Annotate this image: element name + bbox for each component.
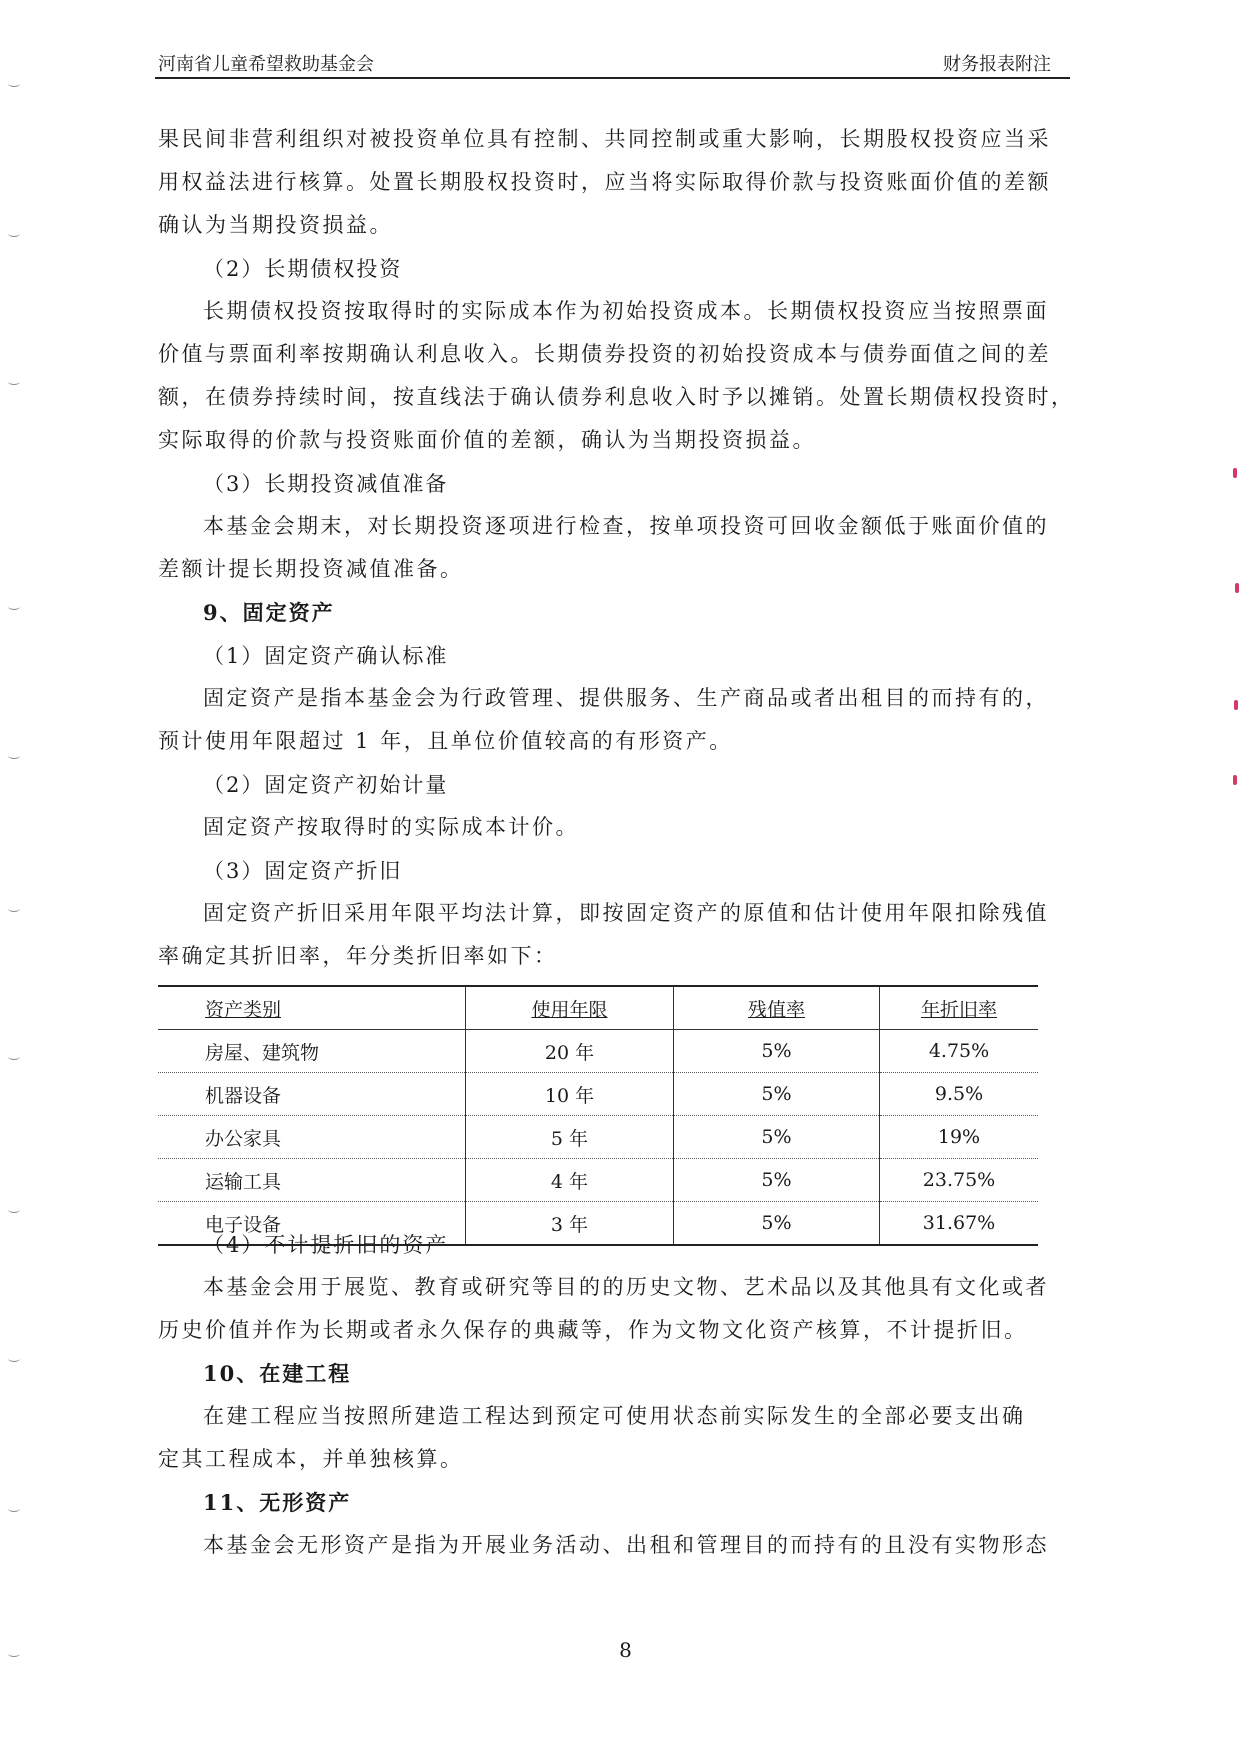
paragraph-line: 用权益法进行核算。处置长期股权投资时，应当将实际取得价款与投资账面价值的差额 (158, 170, 1051, 194)
paragraph-line: 实际取得的价款与投资账面价值的差额，确认为当期投资损益。 (158, 428, 816, 452)
subheading-non-depreciable: （4）不计提折旧的资产 (203, 1233, 449, 1257)
paragraph-line: 价值与票面利率按期确认利息收入。长期债券投资的初始投资成本与债券面值之间的差 (158, 342, 1051, 366)
header-section-title: 财务报表附注 (943, 54, 1051, 75)
paragraph-line: 本基金会期末，对长期投资逐项进行检查，按单项投资可回收金额低于账面价值的 (203, 514, 1049, 538)
binding-mark (8, 1355, 20, 1362)
paragraph-line: 额，在债券持续时间，按直线法于确认债券利息收入时予以摊销。处置长期债权投资时， (158, 385, 1075, 409)
paragraph-line: 差额计提长期投资减值准备。 (158, 557, 464, 581)
paragraph-line: 率确定其折旧率，年分类折旧率如下： (158, 944, 558, 968)
column-header-residual-rate: 残值率 (674, 986, 880, 1030)
binding-mark (8, 1206, 20, 1213)
section-heading-construction: 10、在建工程 (203, 1361, 352, 1386)
subheading-initial-measurement: （2）固定资产初始计量 (203, 773, 449, 797)
cell-annual-rate: 31.67% (880, 1202, 1039, 1246)
section-heading-intangible: 11、无形资产 (203, 1490, 352, 1515)
cell-residual-rate: 5% (674, 1116, 880, 1159)
table-row (158, 1073, 1038, 1116)
table-row (158, 1030, 1038, 1073)
stamp-edge-mark (1234, 700, 1238, 710)
column-header-asset-category: 资产类别 (158, 986, 466, 1030)
table-row (158, 1116, 1038, 1159)
cell-asset-category: 房屋、建筑物 (158, 1030, 466, 1073)
cell-residual-rate: 5% (674, 1159, 880, 1202)
table-row (158, 1159, 1038, 1202)
cell-asset-category: 运输工具 (158, 1159, 466, 1202)
paragraph-line: 长期债权投资按取得时的实际成本作为初始投资成本。长期债权投资应当按照票面 (203, 299, 1049, 323)
cell-useful-life: 20 年 (466, 1030, 674, 1073)
cell-annual-rate: 23.75% (880, 1159, 1039, 1202)
paragraph-line: 预计使用年限超过 1 年，且单位价值较高的有形资产。 (158, 729, 733, 753)
header-rule (155, 77, 1070, 79)
page-number: 8 (619, 1638, 632, 1662)
binding-mark (8, 378, 20, 385)
binding-mark (8, 1053, 20, 1060)
paragraph-line: 确认为当期投资损益。 (158, 213, 393, 237)
subheading-depreciation: （3）固定资产折旧 (203, 859, 403, 883)
subheading-recognition: （1）固定资产确认标准 (203, 644, 449, 668)
paragraph-line: 在建工程应当按照所建造工程达到预定可使用状态前实际发生的全部必要支出确 (203, 1404, 1026, 1428)
cell-annual-rate: 4.75% (880, 1030, 1039, 1073)
cell-asset-category: 电子设备 (158, 1202, 466, 1246)
stamp-edge-mark (1235, 583, 1239, 593)
cell-residual-rate: 5% (674, 1202, 880, 1246)
binding-mark (8, 1650, 20, 1657)
cell-residual-rate: 5% (674, 1030, 880, 1073)
cell-residual-rate: 5% (674, 1073, 880, 1116)
paragraph-line: 本基金会无形资产是指为开展业务活动、出租和管理目的而持有的且没有实物形态 (203, 1533, 1049, 1557)
paragraph-line: 固定资产折旧采用年限平均法计算，即按固定资产的原值和估计使用年限扣除残值 (203, 901, 1049, 925)
table-header-row (158, 986, 1038, 1030)
section-heading-fixed-assets: 9、固定资产 (203, 600, 335, 625)
paragraph-line: 本基金会用于展览、教育或研究等目的的历史文物、艺术品以及其他具有文化或者 (203, 1275, 1049, 1299)
column-header-useful-life: 使用年限 (466, 986, 674, 1030)
paragraph-line: 果民间非营利组织对被投资单位具有控制、共同控制或重大影响，长期股权投资应当采 (158, 127, 1051, 151)
binding-mark (8, 230, 20, 237)
binding-mark (8, 905, 20, 912)
paragraph-line: 定其工程成本，并单独核算。 (158, 1447, 464, 1471)
subheading-long-term-debt: （2）长期债权投资 (203, 257, 403, 281)
cell-useful-life: 3 年 (466, 1202, 674, 1246)
column-header-annual-rate: 年折旧率 (880, 986, 1039, 1030)
subheading-impairment: （3）长期投资减值准备 (203, 472, 449, 496)
depreciation-rate-table (158, 985, 1038, 1246)
binding-mark (8, 1505, 20, 1512)
cell-asset-category: 办公家具 (158, 1116, 466, 1159)
binding-mark (8, 80, 20, 87)
cell-asset-category: 机器设备 (158, 1073, 466, 1116)
binding-mark (8, 752, 20, 759)
binding-mark (8, 603, 20, 610)
paragraph-line: 固定资产是指本基金会为行政管理、提供服务、生产商品或者出租目的而持有的， (203, 686, 1049, 710)
paragraph-line: 历史价值并作为长期或者永久保存的典藏等，作为文物文化资产核算，不计提折旧。 (158, 1318, 1028, 1342)
stamp-edge-mark (1233, 468, 1237, 478)
cell-useful-life: 10 年 (466, 1073, 674, 1116)
paragraph-line: 固定资产按取得时的实际成本计价。 (203, 815, 579, 839)
cell-annual-rate: 9.5% (880, 1073, 1039, 1116)
header-org-name: 河南省儿童希望救助基金会 (158, 54, 374, 75)
cell-useful-life: 4 年 (466, 1159, 674, 1202)
cell-useful-life: 5 年 (466, 1116, 674, 1159)
cell-annual-rate: 19% (880, 1116, 1039, 1159)
stamp-edge-mark (1233, 775, 1237, 785)
